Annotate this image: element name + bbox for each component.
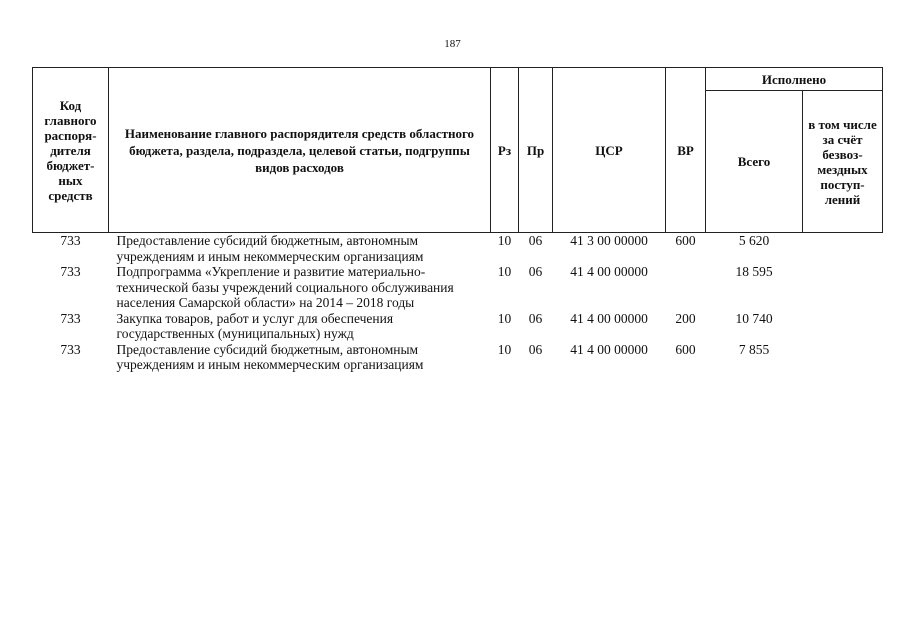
cell-code: 733: [60, 341, 81, 357]
cell-rz: 10: [497, 233, 512, 248]
page-number: 187: [444, 38, 461, 50]
cell-pr: 06: [528, 233, 543, 248]
cell-free: [803, 311, 883, 342]
cell-free: [803, 264, 883, 311]
header-name: Наименование главного распорядителя средств областного бюджета, раздела, подраздела, целевой статьи, подгруппы видов расходов: [109, 68, 491, 233]
cell-total: 10 740: [735, 310, 773, 326]
cell-name: Предоставление субсидий бюджетным, автономным учреждениям и иным некоммерческим организациям: [116, 341, 424, 372]
cell-vr: [666, 264, 706, 311]
header-csr: ЦСР: [553, 68, 666, 233]
table-row: [33, 311, 883, 342]
table-row: [33, 264, 883, 311]
cell-csr: 41 3 00 00000: [570, 233, 648, 248]
header-code: Код главного распоря-дителя бюджет-ных средств: [33, 68, 109, 233]
cell-rz: 10: [497, 264, 512, 279]
cell-pr: 06: [528, 264, 543, 279]
header-pr: Пр: [519, 68, 553, 233]
cell-code: 733: [60, 233, 81, 248]
budget-table: [32, 67, 883, 373]
cell-name: Предоставление субсидий бюджетным, автономным учреждениям и иным некоммерческим организациям: [116, 233, 424, 264]
cell-free: [803, 342, 883, 373]
cell-csr: 41 4 00 00000: [570, 341, 648, 357]
cell-code: 733: [60, 264, 81, 279]
cell-vr: 200: [675, 310, 696, 326]
cell-name: Закупка товаров, работ и услуг для обеспечения государственных (муниципальных) нужд: [116, 310, 394, 341]
cell-rz: 10: [497, 341, 512, 357]
cell-rz: 10: [497, 310, 512, 326]
table-row: [33, 342, 883, 373]
cell-csr: 41 4 00 00000: [570, 310, 648, 326]
cell-total: 18 595: [735, 264, 773, 279]
cell-csr: 41 4 00 00000: [570, 264, 648, 279]
header-vr: ВР: [666, 68, 706, 233]
cell-total: 7 855: [738, 341, 770, 357]
table-row: [33, 233, 883, 265]
cell-code: 733: [60, 310, 81, 326]
header-executed: Исполнено: [706, 68, 883, 91]
header-rz: Рз: [491, 68, 519, 233]
cell-pr: 06: [528, 341, 543, 357]
cell-vr: 600: [675, 341, 696, 357]
cell-total: 5 620: [738, 233, 770, 248]
cell-name: Подпрограмма «Укрепление и развитие материально-технической базы учреждений социального обслуживания населения Самарской области» на 2014 – 2018 годы: [116, 264, 454, 310]
header-total: Всего: [706, 91, 803, 233]
cell-pr: 06: [528, 310, 543, 326]
cell-vr: 600: [675, 233, 696, 248]
header-free: в том числе за счёт безвоз-мездных поступ-лений: [803, 91, 883, 233]
cell-free: [803, 233, 883, 265]
